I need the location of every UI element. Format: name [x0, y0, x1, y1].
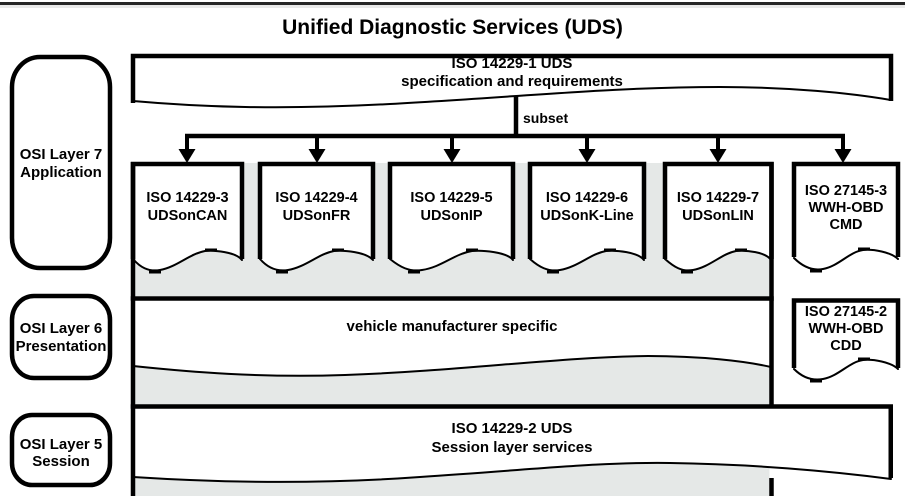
osi-layer7-line1: OSI Layer 7: [19, 146, 103, 163]
udsonlin-line2: UDSonLIN: [682, 208, 754, 224]
udsonlin-label: [665, 189, 771, 225]
wwh-obd-cmd-line3: CMD: [829, 217, 863, 233]
udsonkline-line2: UDSonK-Line: [540, 208, 634, 224]
session-band-line1: ISO 14229-2 UDS: [451, 420, 573, 437]
udsoncan-line2: UDSonCAN: [147, 208, 228, 224]
wwh-obd-cdd-line3: CDD: [830, 338, 862, 354]
wwh-obd-cdd-label: [794, 304, 898, 355]
top-rule-shadow: [0, 5, 905, 8]
osi-layer7-line2: Application: [20, 164, 102, 181]
osi-layer7-label: [12, 146, 110, 182]
udsoncan-line1: ISO 14229-3: [146, 190, 229, 206]
udsonip-line1: ISO 14229-5: [410, 190, 493, 206]
top-rule: [0, 2, 905, 5]
udsonfr-line1: ISO 14229-4: [275, 190, 358, 206]
udsonkline-label: [530, 189, 644, 225]
osi-layer6-label: [12, 320, 110, 356]
udsonip-label: [390, 189, 513, 225]
wwh-obd-cmd-label: [794, 183, 898, 234]
udsonfr-line2: UDSonFR: [282, 208, 351, 224]
udsoncan-label: [133, 189, 242, 225]
osi-layer5-label: [12, 436, 110, 470]
spec-banner-line1: ISO 14229-1 UDS: [451, 55, 573, 72]
session-band-label: [131, 419, 893, 457]
wwh-obd-cdd-line2: WWH-OBD: [808, 321, 884, 337]
session-band-line2: Session layer services: [431, 439, 593, 456]
osi-layer5-line1: OSI Layer 5: [19, 436, 103, 453]
osi-layer6-line1: OSI Layer 6: [19, 320, 103, 337]
udsonlin-line1: ISO 14229-7: [676, 190, 760, 206]
osi-layer6-line2: Presentation: [15, 338, 107, 355]
page-title: Unified Diagnostic Services (UDS): [282, 16, 623, 39]
udsonip-line2: UDSonIP: [420, 208, 483, 224]
wwh-obd-cmd-line2: WWH-OBD: [808, 200, 884, 216]
osi-layer5-line2: Session: [32, 453, 90, 470]
subset-label: subset: [523, 110, 569, 126]
subset-arrows: [179, 136, 852, 163]
presentation-band-label: vehicle manufacturer specific: [346, 318, 558, 335]
wwh-obd-cdd-line1: ISO 27145-2: [804, 304, 888, 320]
spec-banner-line2: specification and requirements: [401, 73, 623, 90]
spec-banner-label: [131, 55, 893, 91]
wwh-obd-cmd-line1: ISO 27145-3: [804, 183, 888, 199]
udsonkline-line1: ISO 14229-6: [545, 190, 629, 206]
udsonfr-label: [260, 189, 373, 225]
